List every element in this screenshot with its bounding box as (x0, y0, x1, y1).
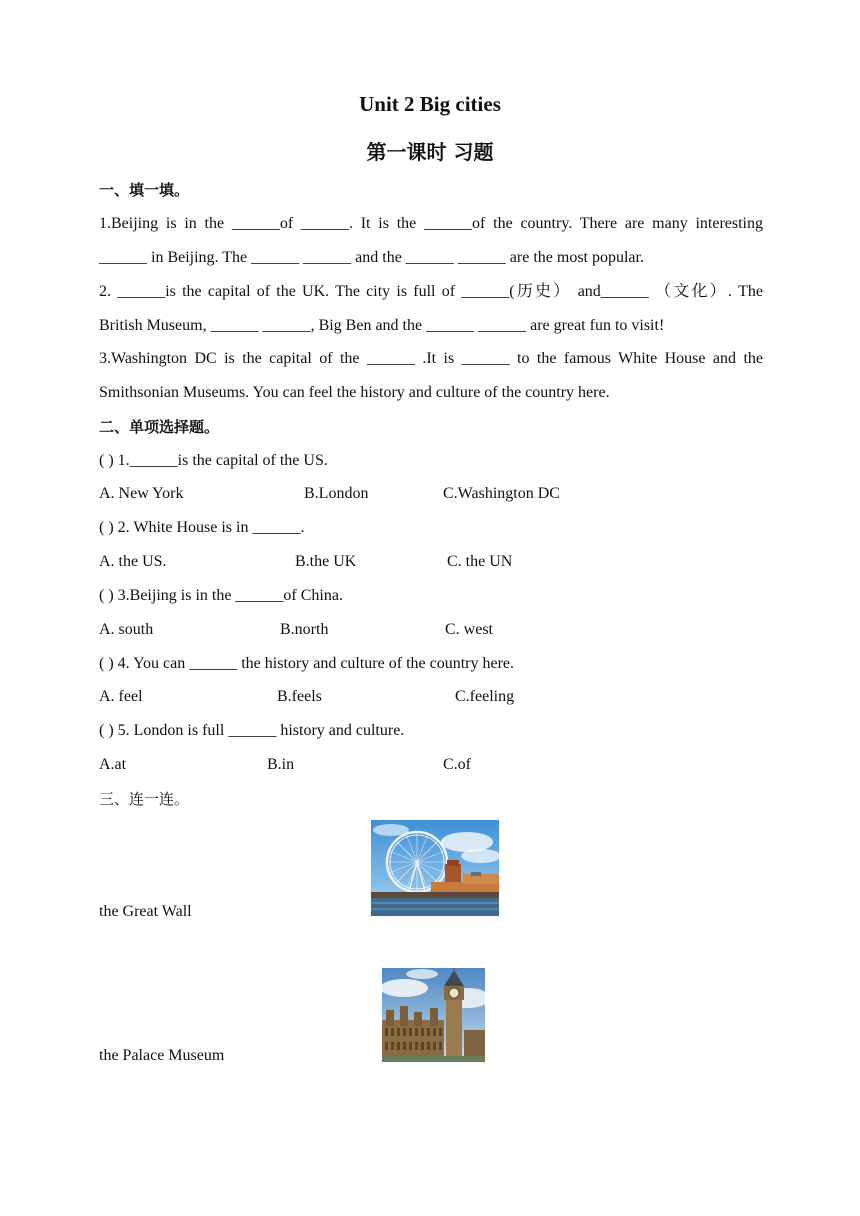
q1-option-c: C.Washington DC (443, 485, 560, 502)
match-item-great-wall: the Great Wall (99, 903, 192, 920)
question-5: ( ) 5. London is full ______ history and culture. (99, 722, 405, 739)
question-3: ( ) 3.Beijing is in the ______of China. (99, 587, 343, 604)
q2-option-a: A. the US. (99, 553, 167, 570)
question-2: ( ) 2. White House is in ______. (99, 519, 305, 536)
question-1: ( ) 1.______is the capital of the US. (99, 452, 328, 469)
q5-option-b: B.in (267, 756, 295, 773)
fill-line-1: 1.Beijing is in the ______of ______. It is the ______of the country. There are many interesting (99, 215, 763, 232)
match-item-palace-museum: the Palace Museum (99, 1047, 225, 1064)
fill-line-2: ______ in Beijing. The ______ ______ and the ______ ______ are the most popular. (99, 249, 644, 266)
page-title: Unit 2 Big cities (359, 92, 501, 116)
question-4: ( ) 4. You can ______ the history and culture of the country here. (99, 655, 515, 672)
q4-option-c: C.feeling (455, 688, 515, 705)
fill-line-6: Smithsonian Museums. You can feel the history and culture of the country here. (99, 384, 610, 401)
q3-option-c: C. west (445, 621, 493, 638)
q4-option-a: A. feel (99, 688, 143, 705)
section1-heading: 一、填一填。 (99, 181, 190, 199)
q5-option-c: C.of (443, 756, 471, 773)
q4-option-b: B.feels (277, 688, 322, 705)
london-eye-icon (371, 820, 499, 916)
q5-option-a: A.at (99, 756, 127, 773)
section3-heading: 三、连一连。 (99, 790, 190, 808)
fill-line-3: 2. ______is the capital of the UK. The city is full of ______(历史） and______ （文化）. The (99, 283, 763, 300)
big-ben-icon (382, 968, 485, 1062)
fill-line-4: British Museum, ______ ______, Big Ben and the ______ ______ are great fun to visit! (99, 317, 665, 334)
q2-option-c: C. the UN (447, 553, 513, 570)
q1-option-b: B.London (304, 485, 369, 502)
page-subtitle: 第一课时 习题 (366, 140, 494, 164)
fill-line-5: 3.Washington DC is the capital of the ______ .It is ______ to the famous White House and the (99, 350, 763, 367)
q3-option-a: A. south (99, 621, 154, 638)
section2-heading: 二、单项选择题。 (99, 418, 220, 436)
q1-option-a: A. New York (99, 485, 184, 502)
q2-option-b: B.the UK (295, 553, 357, 570)
q3-option-b: B.north (280, 621, 329, 638)
